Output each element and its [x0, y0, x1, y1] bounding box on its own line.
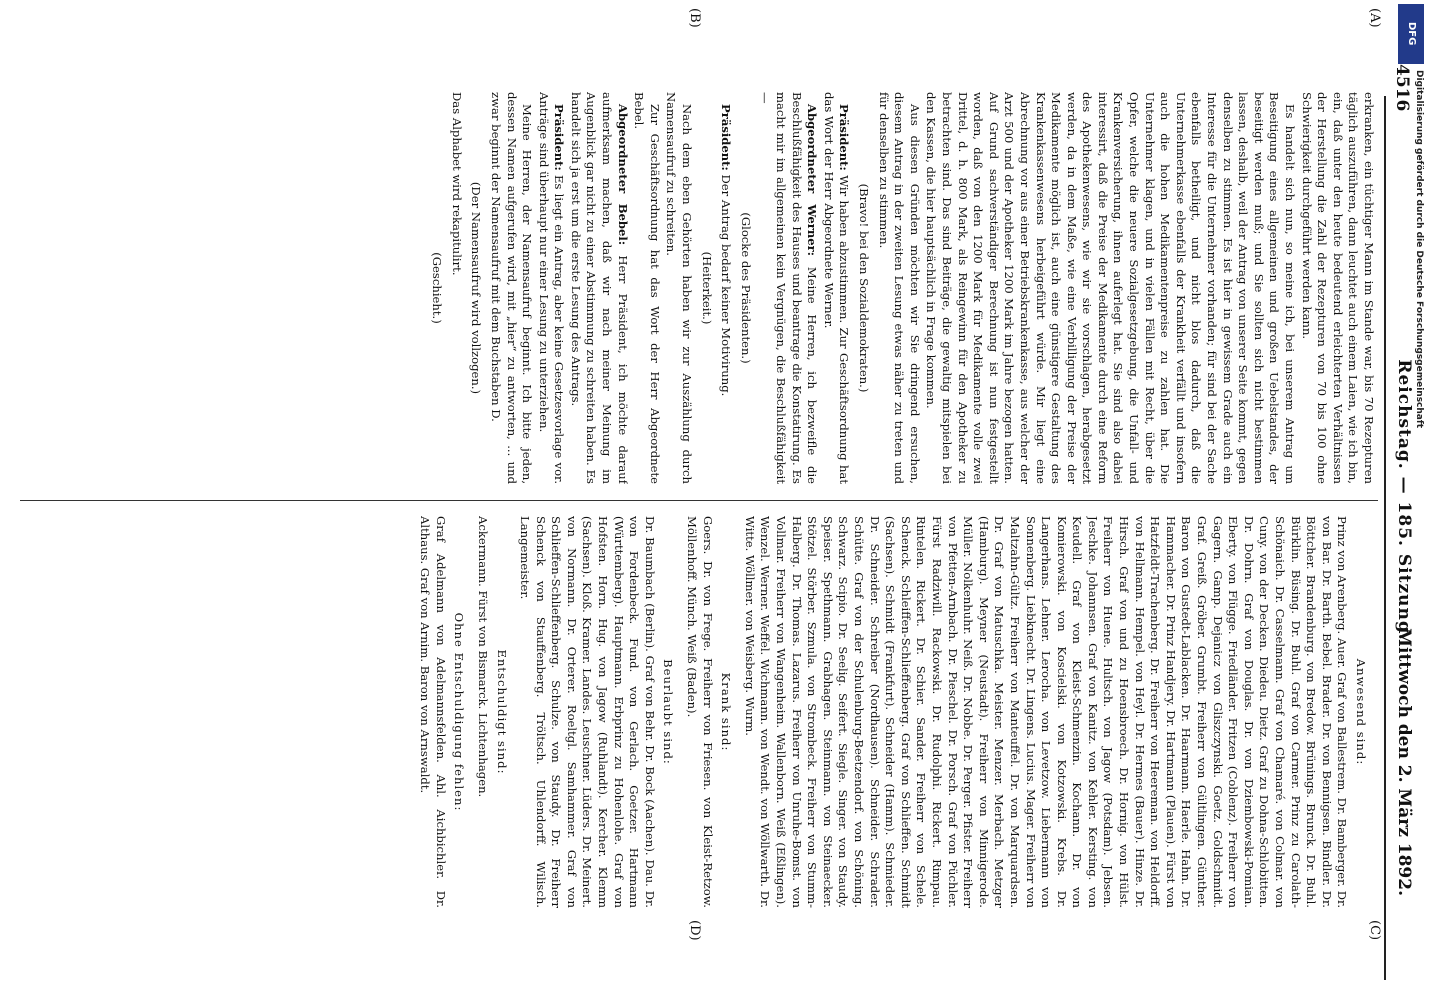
paragraph-text: (Heiterkeit.): [699, 251, 714, 325]
paragraph: [631, 92, 662, 484]
paragraph: [683, 516, 714, 908]
paragraph: [567, 92, 629, 484]
paragraph-text: Der Antrag bedarf keiner Motivirung.: [719, 174, 734, 397]
paragraph-text: Entschuldigt sind:: [494, 649, 509, 775]
paragraph-text: Meine Herren, der Namensaufruf beginnt. Ich bitte jeden, dessen Namen aufgerufen wird, mit „hier“ zu antworten, ... und zwar beginnt der Namensaufruf mit dem Buchstaben D.: [488, 92, 535, 484]
paragraph: [1298, 92, 1376, 484]
speaker-label: Abgeordneter Werner:: [805, 104, 820, 257]
paragraph-text: (Geschieht.): [430, 252, 445, 324]
paragraph-text: Meine Herren, ich bezweifle die Beschlußfähigkeit des Hauses und beantrage die Konstatirung. Es macht mir im allgemeinen kein Vergnügen, die Beschlußfähigkeit —: [758, 92, 820, 484]
column-divider: [20, 500, 1378, 501]
right-column: [26, 516, 1376, 908]
paragraph: [875, 92, 922, 484]
section-heading: [1352, 516, 1368, 908]
paragraph-text: Herr Präsident, ich möchte darauf aufmerksam machen, daß wir nach meiner Meinung im Augenblick gar nicht zu einer Abstimmung zu schreiten haben. Es handelt sich ja erst um die erste Lesung des Antrags.: [568, 92, 630, 484]
paragraph-text: erkranken, ein tüchtiger Mann im Stande war, bis 70 Rezepturen täglich auszuführen, dann leuchtet auch einem Laien, wie ich bin, ein, daß unter den heute bedeutend erleichterten Verhältnissen der Herstellung die Zahl der Rezepturen von 70 bis 100 ohne Schwierigkeit durchgeführt werden kann.: [1299, 92, 1376, 484]
section-heading: [718, 516, 734, 908]
paragraph: [923, 92, 1297, 484]
page-number: 4516: [1392, 64, 1412, 112]
paragraph: [417, 516, 448, 908]
digitization-credit: Digitalisierung gefördert durch die Deutsche Forschungsgemeinschaft: [1414, 70, 1424, 429]
page-header: [1388, 24, 1416, 976]
margin-mark-b: (B): [687, 8, 702, 28]
paragraph-text: Dr. Baumbach (Berlin). Graf von Behr. Dr. Bock (Aachen). Dau. Dr. von Fordenbeck. Fund. von Gerlach. Goetzer. Hartmann (Württemberg). Hauptmann. Erbprinz zu Hohenlohe. Graf von Hofsten. Horn. Hug. von Jagow (Ruhlandt). Kercher. Klemm (Sachsen). Kloß. Kramer. Landes. Leuschner. Lüders. Dr. Meinert. von Normann. Dr. Orterer. Roeltgl. Samhammer. Graf von Schlieffen-Schlieffenberg. Schulze. von Staudy. Dr. Freiherr Schenck von Stauffenberg. Tröltsch. Uhlendorff. Wilisch. Langemeister.: [518, 516, 657, 908]
paragraph-text: Ackermann. Fürst von Bismarck. Lichtenhagen.: [475, 516, 490, 798]
dfg-logo: DFG: [1398, 4, 1424, 64]
paragraph-text: Nach dem eben Gehörten haben wir zur Auszählung durch Namensaufruf zu schreiten.: [664, 92, 695, 484]
paragraph-text: (Der Namensaufruf wird vollzogen.): [469, 181, 484, 395]
paragraph-text: Aus diesen Gründen möchten wir Sie dringend ersuchen, diesem Antrag in der zweiten Lesung etwas näher zu treten und für denselben zu stimmen.: [876, 92, 922, 484]
header-rule: [1384, 96, 1386, 980]
session-date: Mittwoch den 2. März 1892.: [1394, 628, 1414, 896]
paragraph-text: Krank sind:: [719, 672, 734, 752]
margin-mark-d: (D): [687, 920, 702, 941]
paragraph-text: Graf Adelmann von Adelmannsfelden. Ahl. Aichbichler. Dr. Althaus. Graf von Arnim. Baron von Arnswaldt.: [418, 516, 448, 908]
margin-mark-c: (C): [1367, 920, 1382, 941]
paragraph-text: Es handelt sich nun, so meine ich, bei unserem Antrag um Beseitigung eines allgemeinen und großen Uebelstandes, der beseitigt werden muß; und Sie sollten sich nicht bestimmen lassen, deshalb, weil der Antrag von unserer Seite kommt, gegen denselben zu stimmen. Es ist hier in gewissem Grade auch ein Interesse für die Unternehmer vorhanden; für sind bei der Sache ebenfalls betheiligt, und nicht blos dadurch, daß die Unternehmerkasse ebenfalls der Krankheit verfällt und insofern auch die hohen Medikamentenpreise zu zahlen hat. Die Unternehmer klagen, und in vielen Fällen mit Recht, über die Opfer, welche die neuere Sozialgesetzgebung, die Unfall- und Krankenversicherung, ihnen auferlegt hat. Sie sind also dabei interessirt, daß die Preise der Medikamente durch eine Reform des Apothekenwesens, wie wir sie vorschlagen, herabgesetzt werden, da in dem Maße, wie eine Verbilligung der Preise der Medikamente möglich ist, auch eine günstigere Gestaltung des Krankenkassenwesens herbeigeführt würde. Mir liegt eine Abrechnung vor aus einer Betriebskrankenkasse, aus welcher der Arzt 500 und der Apotheker 1200 Mark im Jahre bezogen hatten. Auf Grund sachverständiger Berechnung ist nun festgestellt worden, daß von den 1200 Mark für Medikamente volle zwei Drittel, d. h. 800 Mark, als Reingewinn für den Apotheker zu betrachten sind. Das sind Beiträge, die gewaltig mitspielen bei den Kassen, die hier hauptsächlich in Frage kommen.: [924, 92, 1298, 484]
paragraph: [448, 92, 464, 484]
speaker-label: Präsident:: [719, 104, 734, 171]
speaker-label: Abgeordneter Bebel:: [615, 104, 630, 246]
speaker-label: Präsident:: [837, 104, 852, 171]
paragraph-text: Goers. Dr. von Frege. Freiherr von Friesen. von Kleist-Retzow. Möllenhoff. Münch. Weiß (Baden).: [685, 516, 715, 908]
stage-direction: [855, 92, 871, 484]
paragraph: [487, 92, 534, 484]
paragraph-text: Beurlaubt sind:: [661, 659, 676, 765]
paragraph: [474, 516, 490, 908]
session-title: Reichstag. — 185. Sitzung.: [1394, 359, 1414, 641]
paragraph: [535, 92, 566, 484]
left-column: [26, 92, 1376, 484]
paragraph-text: (Glocke des Präsidenten.): [738, 212, 753, 364]
paragraph-text: Zur Geschäftsordnung hat das Wort der Herr Abgeordnete Bebel.: [632, 92, 662, 484]
speaker-label: Präsident:: [552, 104, 567, 171]
section-heading: [493, 516, 509, 908]
section-heading: [451, 516, 467, 908]
paragraph: [718, 92, 734, 484]
stage-direction: [698, 92, 714, 484]
paragraph: [663, 92, 694, 484]
paragraph-text: Ohne Entschuldigung fehlen:: [452, 612, 467, 812]
paragraph: [517, 516, 657, 908]
paragraph: [741, 516, 1349, 908]
paragraph-text: Es liegt ein Antrag, aber keine Gesetzesvorlage vor. Anträge sind überhaupt nur einer Lesung zu unterziehen.: [536, 92, 567, 484]
paragraph-text: Anwesend sind:: [1354, 658, 1368, 766]
stage-direction: [468, 92, 484, 484]
paragraph: [757, 92, 819, 484]
stage-direction: [429, 92, 445, 484]
stage-direction: [737, 92, 753, 484]
paragraph-text: Prinz von Arenberg. Auer. Graf von Ballestrem. Dr. Bamberger. Dr. von Bar. Dr. Barth. Bebel. Brader. Dr. von Bennigsen. Bindler. Dr. Böttcher. Brandenburg. von Bredow. Brünings. Brunck. Dr. Buhl. Bürklin. Büsing. Dr. Buhl. Graf von Carmer. Prinz zu Carolath-Schönaich. Dr. Casselmann. Graf von Chamaré. von Colmar. von Cuny. von der Decken. Diedeu. Dietz. Graf zu Dohna-Schlobitten. Dr. Dohrn. Graf von Douglas. Dr. von Dziembowski-Pomian. Eberty. von Flügge. Friedländer. Fritzen (Coblenz). Freiherr von Gagern. Gamp. Dejanicz von Gliszczynski. Goetz. Goldschmidt. Graf. Greiß. Gröber. Grumbt. Freiherr von Gültlingen. Günther. Baron von Gustedt-Lablacken. Dr. Haarmann. Haerle. Hahn. Dr. Hammacher. Dr. Prinz Handjery. Dr. Hartmann (Plauen). Fürst von Hatzfeldt-Trachenberg. Dr. Freiherr von Heereman. von Heldorff. von Hellmann. Hempel. von Heyl. Dr. Hermes (Bauer). Hinze. Dr. Hirsch. Graf von und zu Hoensbroech. Dr. Hornig. von Hülst. Freiherr von Huene. Hultsch. von Jagow (Potsdam). Jebsen. Jeschke. Johannsen. Graf von Kanitz. von Kehler. Kersting. von Keudell. Graf von Kleist-Schmenzin. Kochann. Dr. von Komierowski. von Koscielski. von Kotzowski. Krebs. Dr. Langerhans. Lehner. Lerocha. von Levetzow. Liebermann von Sonnenberg. Liebknecht. Dr. Lingens. Lucius. Mager. Freiherr von Maltzahn-Gültz. Freiherr von Manteuffel. Dr. von Marquardsen. Dr. Graf von Matuschka. Meister. Menzer. Merbach. Metzger (Hamburg). Meyner (Neustadt). Freiherr von Minnigerode. Müller. Nolkenhuhr. Neiß. Dr. Nobbe. Dr. Perger. Pfister. Freiherr von Pfetten-Arnbach. Dr. Pieschel. Dr. Porsch. Graf von Püchler. Fürst Radziwill. Rackowski. Dr. Rudolphi. Rickert. Rimpau. Rintelen. Rickert. Dr. Schier. Sander. Freiherr von Schele. Schenck. Schleiffen-Schlieffenberg. Graf von Schlieffen. Schmidt (Sachsen). Schmidt (Frankfurt). Schneider (Hamm). Schmieder. Dr. Schneider. Schreiber (Nordhausen). Schneider. Schrader. Schütte. Graf von der Schulenburg-Beetzendorf. von Schöning. Schwarz. Scipio. Dr. Seelig. Seifert. Siegle. Singer. von Staudy. Speiser. Spethmann. Grabhagen. Steinmann. von Steinaecker. Stötzel. Störber. Szmula. von Strombeck. Freiherr von Stumm-Halberg. Dr. Thomas. Lazarus. Freiherr von Unruhe-Bomst. von Vollmar. Freiherr von Wangenheim. Wallenborn. Weiß (Eßlingen). Wenzel. Werner. Weffel. Wichmann. von Wendt. von Wöllwarth. Dr. Witte. Wöllmer. von Weisberg. Wurm.: [742, 516, 1350, 908]
paragraph-text: Das Alphabet wird rekapitulirt.: [449, 92, 464, 276]
section-heading: [660, 516, 676, 908]
paragraph-text: (Bravo! bei den Sozialdemokraten.): [857, 183, 871, 393]
margin-mark-a: (A): [1367, 8, 1382, 28]
paragraph: [820, 92, 851, 484]
paragraph-text: Wir haben abzustimmen. Zur Geschäftsordnung hat das Wort der Herr Abgeordnete Werner.: [821, 92, 852, 484]
